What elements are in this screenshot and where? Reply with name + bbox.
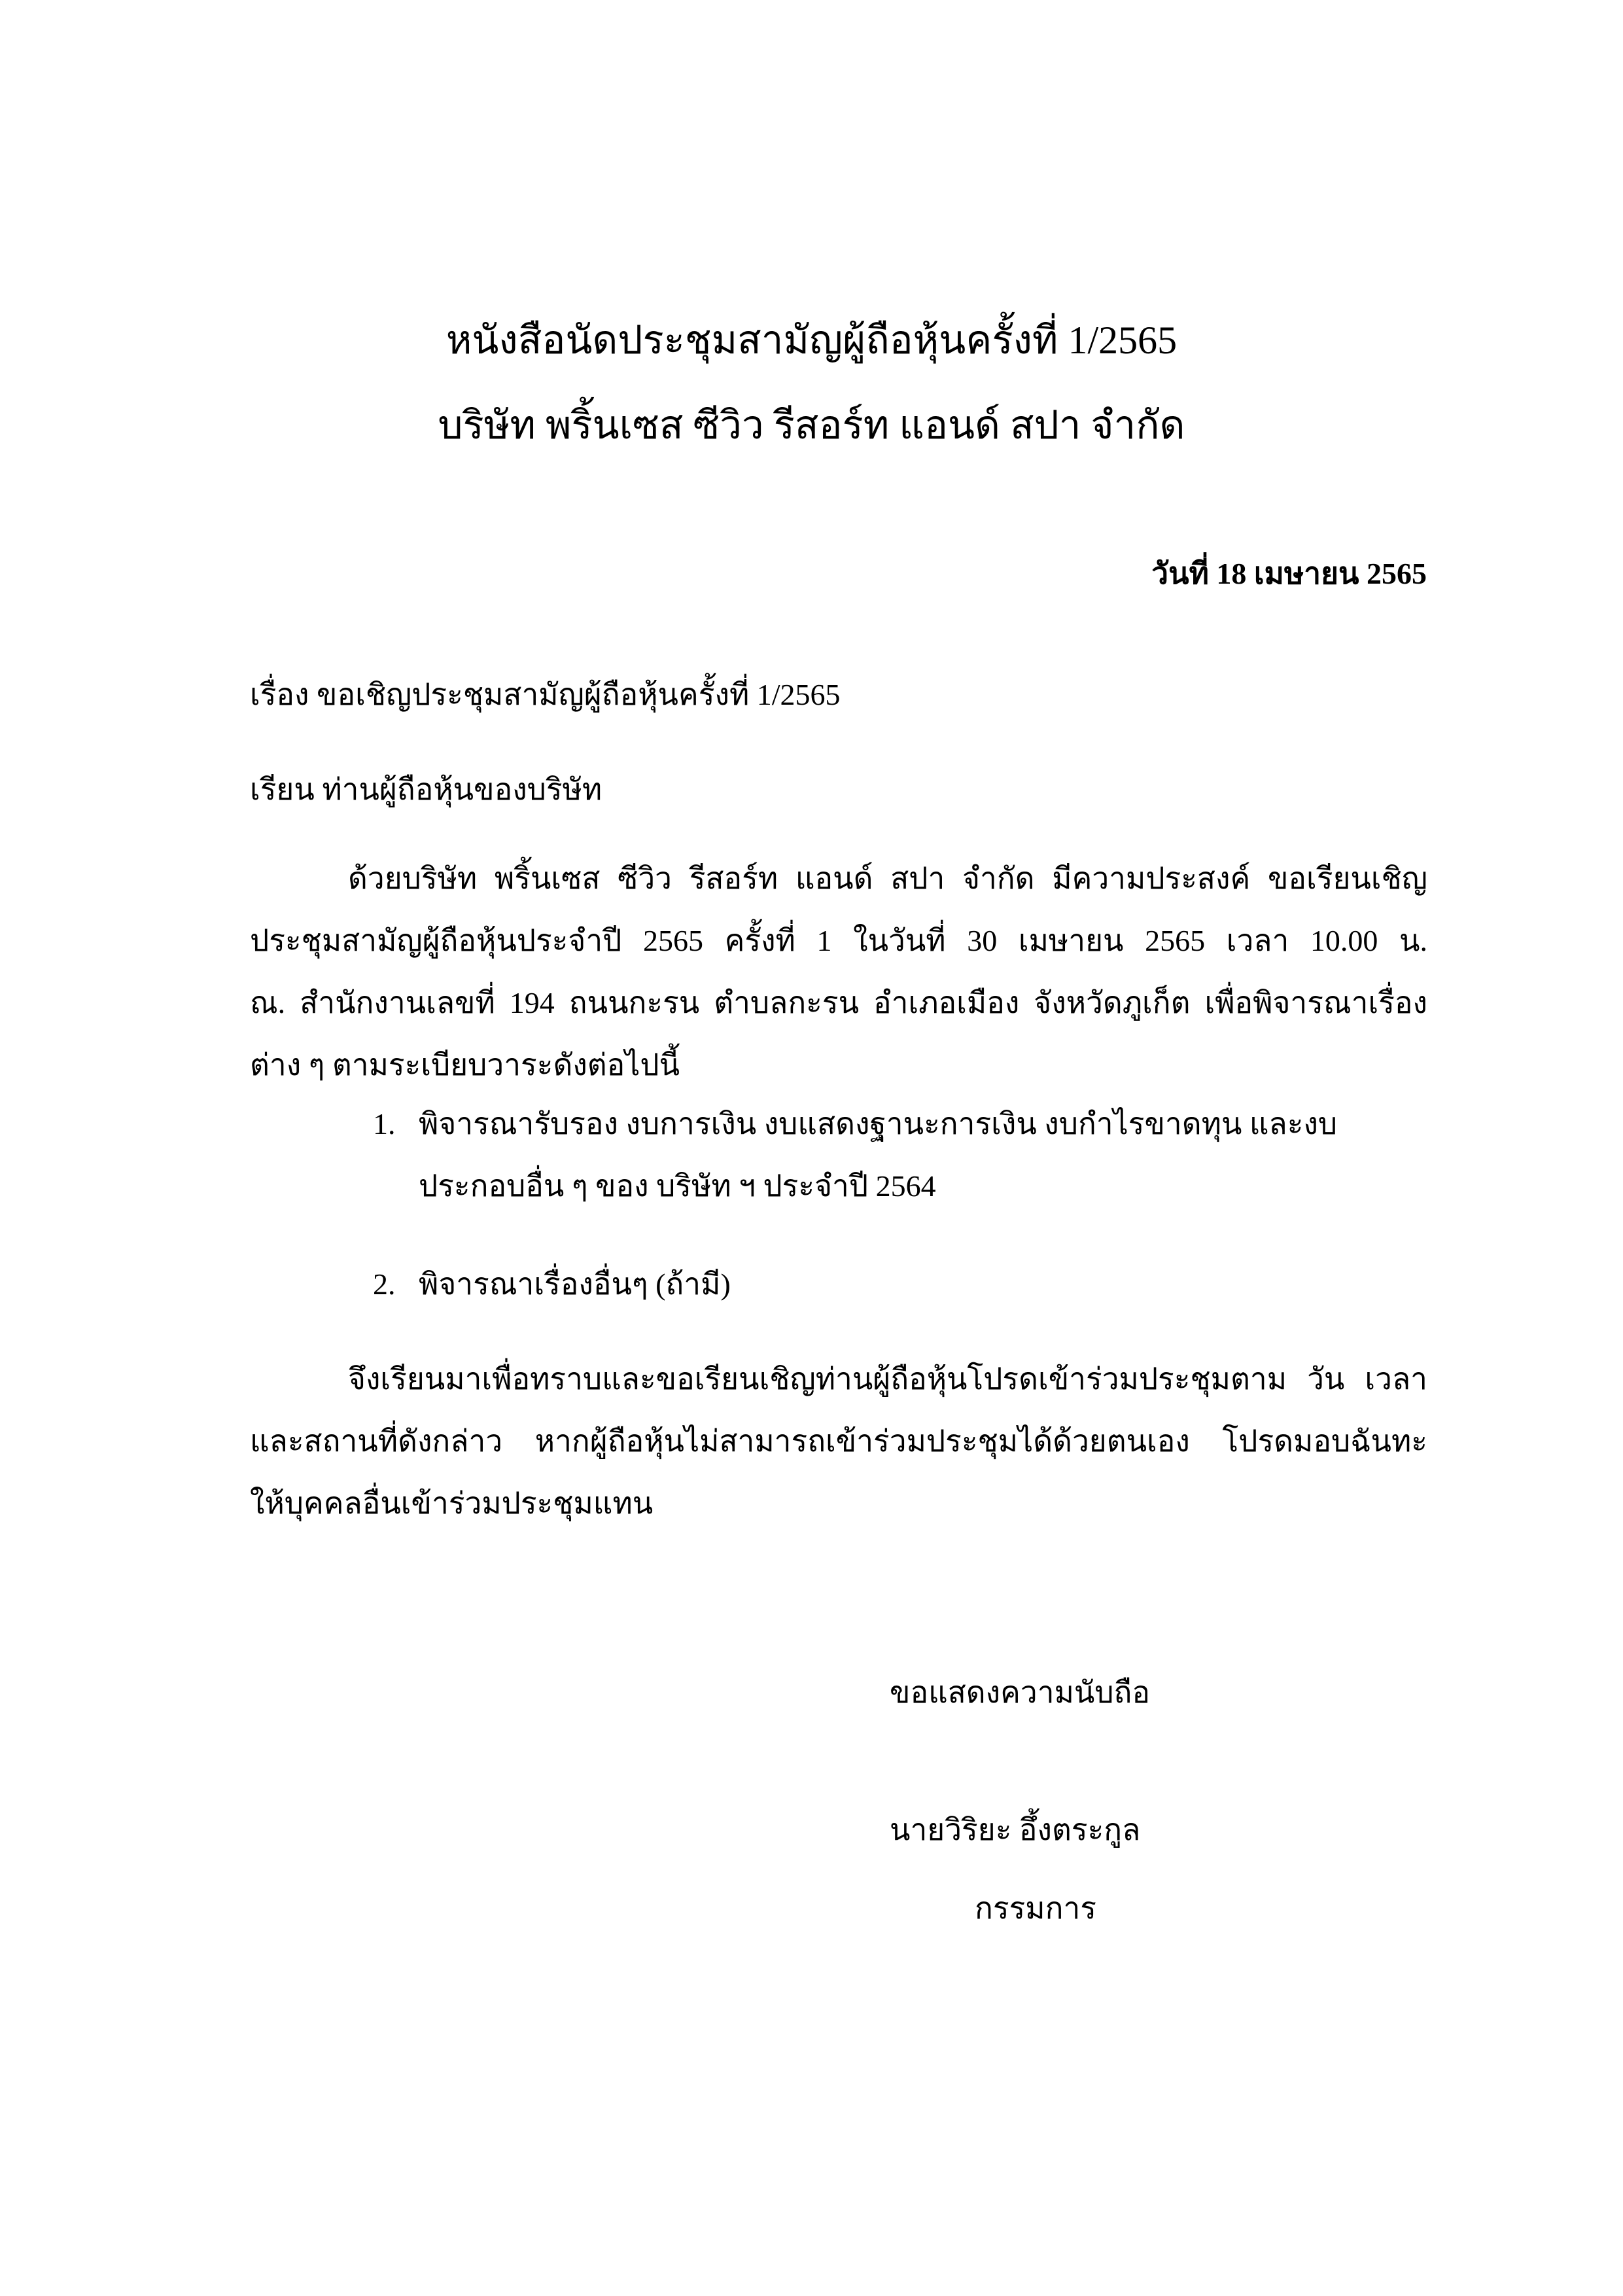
signatory-position: กรรมการ <box>975 1892 1096 1925</box>
letter-salutation: เรียน ท่านผู้ถือหุ้นของบริษัท <box>250 773 602 806</box>
body-paragraph-2 <box>250 1348 1427 1534</box>
agenda-text: พิจารณารับรอง งบการเงิน งบแสดงฐานะการเงิน งบกำไรขาดทุน และงบ <box>419 1107 1338 1140</box>
agenda-number: 2. <box>373 1267 396 1301</box>
agenda-line <box>373 1253 731 1315</box>
agenda-number: 1. <box>373 1107 396 1140</box>
paragraph-line: ต่าง ๆ ตามระเบียบวาระดังต่อไปนี้ <box>250 1048 680 1082</box>
agenda-line <box>373 1093 1337 1155</box>
company-name: บริษัท พริ้นเซส ซีวิว รีสอร์ท แอนด์ สปา จำกัด <box>438 404 1185 447</box>
closing-regards: ขอแสดงความนับถือ <box>890 1676 1151 1709</box>
paragraph-line: จึงเรียนมาเพื่อทราบและขอเรียนเชิญท่านผู้ถือหุ้นโปรดเข้าร่วมประชุมตาม วัน เวลา <box>348 1362 1427 1396</box>
body-paragraph-1 <box>250 847 1427 1096</box>
paragraph-line: ณ. สำนักงานเลขที่ 194 ถนนกะรน ตำบลกะรน อำเภอเมือง จังหวัดภูเก็ต เพื่อพิจารณาเรื่อง <box>250 986 1427 1019</box>
signatory-name: นายวิริยะ อึ้งตระกูล <box>890 1813 1141 1846</box>
agenda-item-1 <box>373 1093 1337 1217</box>
document-title: หนังสือนัดประชุมสามัญผู้ถือหุ้นครั้งที่ 1/2565 <box>445 319 1178 362</box>
agenda-text: พิจารณาเรื่องอื่นๆ (ถ้ามี) <box>419 1267 731 1301</box>
letter-date: วันที่ 18 เมษายน 2565 <box>1151 557 1427 590</box>
agenda-item-2 <box>373 1253 731 1315</box>
paragraph-line: ด้วยบริษัท พริ้นเซส ซีวิว รีสอร์ท แอนด์ สปา จำกัด มีความประสงค์ ขอเรียนเชิญ <box>348 862 1427 895</box>
agenda-text-continued: ประกอบอื่น ๆ ของ บริษัท ฯ ประจำปี 2564 <box>419 1169 936 1203</box>
paragraph-line: และสถานที่ดังกล่าว หากผู้ถือหุ้นไม่สามารถเข้าร่วมประชุมได้ด้วยตนเอง โปรดมอบฉันทะ <box>250 1424 1427 1458</box>
letter-subject: เรื่อง ขอเชิญประชุมสามัญผู้ถือหุ้นครั้งที่ 1/2565 <box>250 678 841 711</box>
paragraph-line: ประชุมสามัญผู้ถือหุ้นประจำปี 2565 ครั้งที่ 1 ในวันที่ 30 เมษายน 2565 เวลา 10.00 น. <box>250 924 1427 957</box>
paragraph-line: ให้บุคคลอื่นเข้าร่วมประชุมแทน <box>250 1487 654 1520</box>
